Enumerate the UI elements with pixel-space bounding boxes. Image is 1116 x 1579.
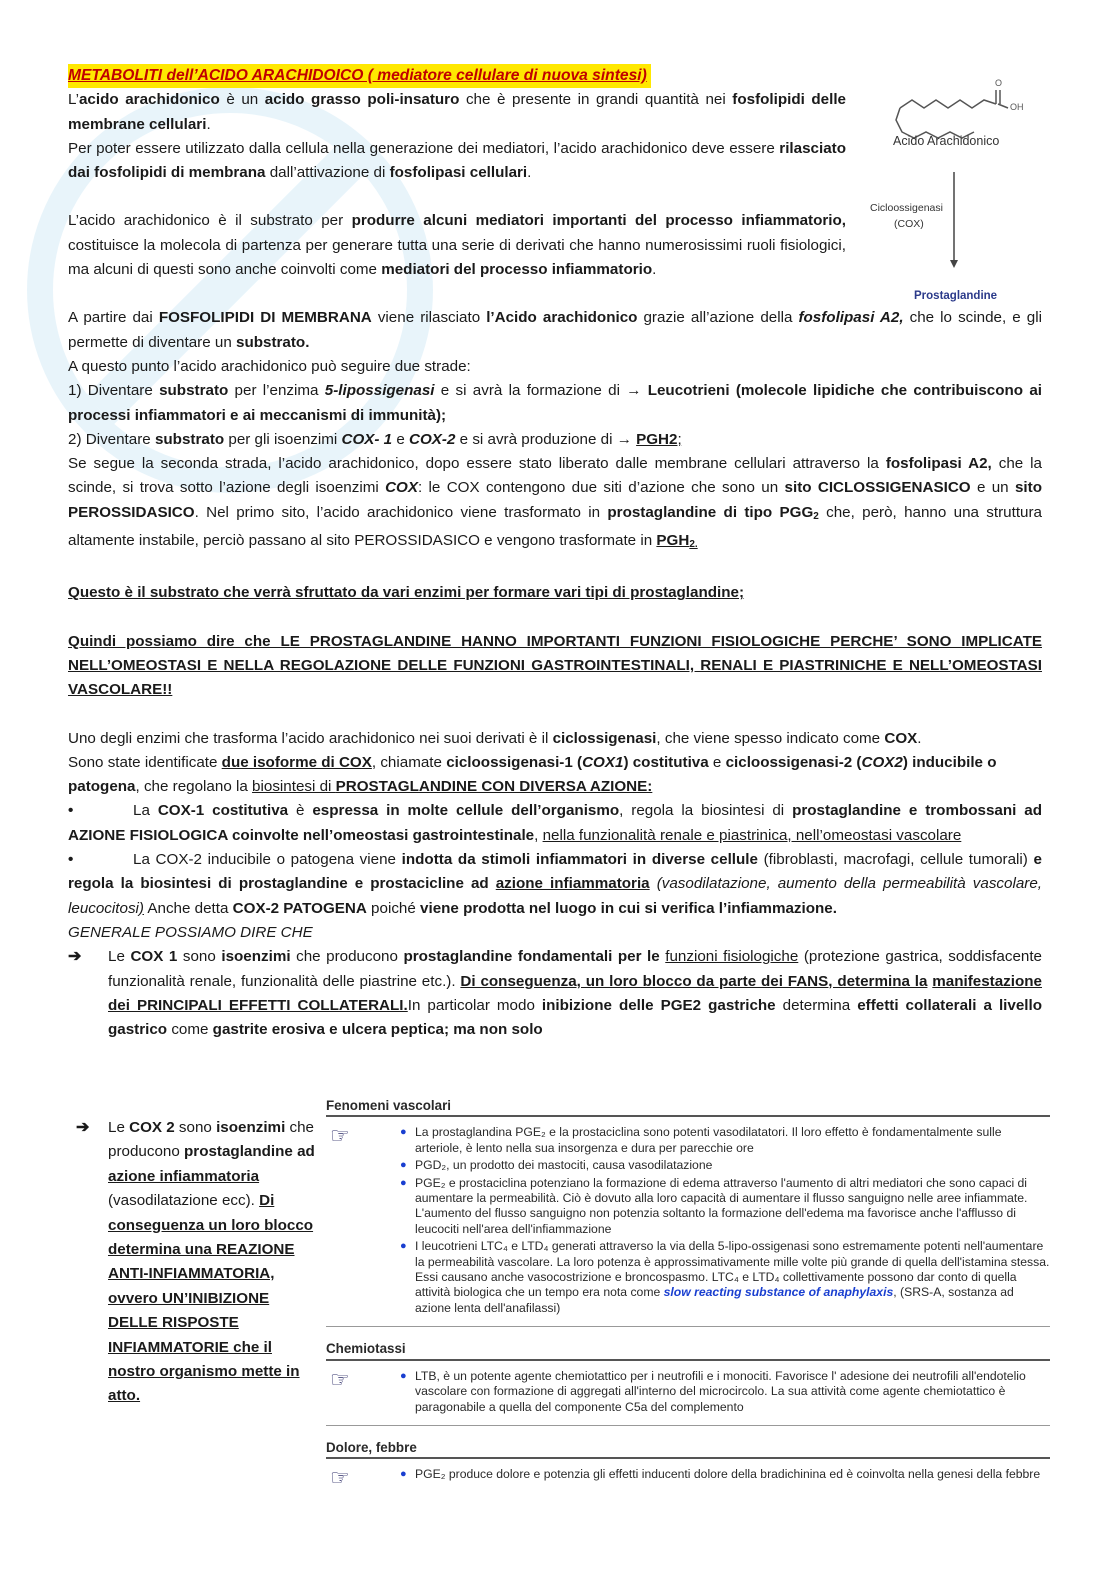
path-2: 2) Diventare substrato per gli isoenzimi COX- 1 e COX-2 e si avrà produzione di → PGH2; (68, 430, 682, 448)
arrow-icon: ➔ (76, 1119, 90, 1136)
path-1: 1) Diventare substrato per l’enzima 5-lipossigenasi e si avrà la formazione di → Leucotrieni (molecole lipidiche che contribuiscono ai processi infiammatori e ai meccanismi di immunità); (68, 382, 1042, 424)
arrow-icon: ➔ (68, 948, 82, 966)
enzyme-label: Cicloossigenasi (870, 202, 943, 214)
document-body (68, 64, 1042, 1042)
paragraph-prostaglandin-functions: Quindi possiamo dire che LE PROSTAGLANDINE HANNO IMPORTANTI FUNZIONI FISIOLOGICHE PERCHE’ SONO IMPLICATE NELL’OMEOSTASI E NELLA REGOLAZIONE DELLE FUNZIONI GASTROINTESTINALI, RENALI E PIASTRINICHE E NELL’OMEOSTASI VASCOLARE!! (68, 632, 1042, 699)
list-item-cox1: • La COX-1 costitutiva è espressa in molte cellule dell’organismo, regola la biosintesi di prostaglandine e trombossani ad AZIONE FISIOLOGICA coinvolte nell’omeostasi gastrointestinale, nella funzionalità renale e piastrinica, nell’omeostasi vascolare (68, 802, 1042, 844)
paragraph-generale: GENERALE POSSIAMO DIRE CHE (68, 923, 313, 941)
section-heading: Dolore, febbre (326, 1440, 1050, 1459)
list-item-cox1-summary: ➔ Le COX 1 sono isoenzimi che producono prostaglandine fondamentali per le funzioni fisiologiche (protezione gastrica, soddisfacente funzionalità renale, funzionalità delle piastrine etc.). Di conseguenza, un loro blocco da parte dei FANS, determina la manifestazione dei PRINCIPALI EFFETTI COLLATERALI.In particolar modo inibizione delle PGE2 gastriche determina effetti collaterali a livello gastrico come gastrite erosiva e ulcera peptica; ma non solo (68, 945, 1042, 1042)
section-heading: Fenomeni vascolari (326, 1098, 1050, 1117)
paragraph-phospholipids: A partire dai FOSFOLIPIDI DI MEMBRANA viene rilasciato l’Acido arachidonico grazie all’azione della fosfolipasi A2, che lo scinde, e gli permette di diventare un substrato. (68, 309, 1042, 351)
list-item-cox2: • La COX-2 inducibile o patogena viene indotta da stimoli infiammatori in diverse cellule (fibroblasti, macrofagi, cellule tumorali) e regola la biosintesi di prostaglandine e prostacicline ad azione infiammatoria (vasodilatazione, aumento della permeabilità vascolare, leucocitosi) Anche detta COX-2 PATOGENA poiché viene prodotta nel luogo in cui si verifica l’infiammazione. (68, 851, 1042, 917)
paragraph-substrate-note: Questo è il substrato che verrà sfruttato da vari enzimi per formare vari tipi di prostaglandine; (68, 584, 745, 602)
page-title: METABOLITI dell’ACIDO ARACHIDOICO ( mediatore cellulare di nuova sintesi) (68, 64, 651, 88)
acid-label: Acido Arachidonico (893, 134, 1000, 148)
oxygen-label: O (995, 78, 1003, 88)
section-vascular: Fenomeni vascolari ☞ ● La prostaglandina PGE₂ e la prostaciclina sono potenti vasodilatatori. Il loro effetto è fondamentalmente sulle arteriole, è lento nella sua insorgenza e dura per parecchie ore ● PGD₂, un prodotto dei mastociti, causa vasodilatazione ● PGE₂ e prostaciclina potenziano la formazione di edema attraverso l'aumento di altri mediatori che sono capaci di aumentare la permeabilità. Ciò è dovuto alla loro capacità di aumentare il flusso sanguigno nelle aree infiammate. L'aumento del flusso sanguigno non potenzia soltanto la formazione dell'edema ma favorisce anche l'afflusso di leucociti nell'area dell'infiammazione ● I leucotrieni LTC₄ e LTD₄ generati attraverso la via della 5-lipo-ossigenasi sono estremamente potenti nell'aumentare la permeabilità vascolare. La loro potenza è approssimativamente mille volte più grande di quella dell'istamina stessa. Essi causano anche vasocostrizione e broncospasmo. LTC₄ e LTD₄ collettivamente possono dar conto di quella attività biologica che un tempo era nota come slow reacting substance of anaphylaxis, (SRS-A, sostanza ad azione lenta dell'anafilassi) (326, 1098, 1050, 1327)
bullet-icon: ● (400, 1159, 407, 1172)
cox2-summary: ➔ Le COX 2 sono isoenzimi che producono prostaglandine ad azione infiammatoria (vasodilatazione ecc). Di conseguenza un loro blocco determina una REAZIONE ANTI-INFIAMMATORIA, ovvero UN’INIBIZIONE DELLE RISPOSTE INFIAMMATORIE che il nostro organismo mette in atto. (76, 1116, 316, 1409)
paragraph-intro: L’acido arachidonico è un acido grasso poli-insaturo che è presente in grandi quantità nei fosfolipidi delle membrane cellulari. (68, 91, 847, 133)
oh-label: OH (1010, 102, 1024, 112)
pointing-hand-icon: ☞ (330, 1465, 350, 1491)
section-chemotaxis: Chemiotassi ☞ ● LTB, è un potente agente chemiotattico per i neutrofili e i monociti. Favorisce l' adesione dei neutrofili all'endotelio vascolare con formazione di aggregati all'interno del microcircolo. La sua attività come agente chemiotattico è paragonabile a quella del componente C5a del complemento (326, 1341, 1050, 1426)
paragraph-cyclooxygenase: Uno degli enzimi che trasforma l’acido arachidonico nei suoi derivati è il ciclossigenasi, che viene spesso indicato come COX. (68, 729, 922, 747)
pointing-hand-icon: ☞ (330, 1123, 350, 1149)
inflammation-mediators-table (326, 1098, 1050, 1497)
bullet-icon: ● (400, 1126, 407, 1139)
paragraph-substrate: L’acido arachidonico è il substrato per produrre alcuni mediatori importanti del processo infiammatorio, costituisce la molecola di partenza per generare tutta una serie di derivati che hanno numerosissimi ruoli fisiologici, ma alcuni di questi sono anche coinvolti come mediatori del processo infiammatorio. (68, 212, 846, 279)
arrow-icon: → (626, 382, 642, 400)
paragraph-release: Per poter essere utilizzato dalla cellula nella generazione dei mediatori, l’acido arachidonico deve essere rilasciato dai fosfolipidi di membrana dall’attivazione di fosfolipasi cellulari. (68, 139, 846, 182)
enzyme-abbr-label: (COX) (894, 218, 924, 230)
bullet-icon: ● (400, 1240, 407, 1253)
arrow-icon: → (616, 430, 637, 448)
bullet-icon: ● (400, 1369, 407, 1382)
bullet-icon: ● (400, 1176, 407, 1189)
section-heading: Chemiotassi (326, 1341, 1050, 1360)
pointing-hand-icon: ☞ (330, 1366, 350, 1392)
product-label: Prostaglandine (914, 290, 998, 302)
bullet-icon: ● (400, 1468, 407, 1481)
paragraph-cox-sites: Se segue la seconda strada, l’acido arachidonico, dopo essere stato liberato dalle membrane cellulari attraverso la fosfolipasi A2, che la scinde, si trova sotto l’azione degli isoenzimi COX: le COX contengono due siti d’azione che sono un sito CICLOSSIGENASICO e un sito PEROSSIDASICO. Nel primo sito, l’acido arachidonico viene trasformato in prostaglandine di tipo PGG2 che, però, hanno una struttura altamente instabile, perciò passano al sito PEROSSIDASICO e vengono trasformate in PGH2. (68, 455, 1042, 551)
section-pain-fever: Dolore, febbre ☞ ● PGE₂ produce dolore e potenzia gli effetti inducenti dolore della bradichinina ed è coinvolta nella genesi della febbre (326, 1440, 1050, 1497)
paragraph-isoforms: Sono state identificate due isoforme di COX, chiamate cicloossigenasi-1 (COX1) costitutiva e cicloossigenasi-2 (COX2) inducibile o patogena, che regolano la biosintesi di PROSTAGLANDINE CON DIVERSA AZIONE: (68, 753, 997, 796)
paragraph-two-paths: A questo punto l’acido arachidonico può seguire due strade: (68, 357, 471, 375)
